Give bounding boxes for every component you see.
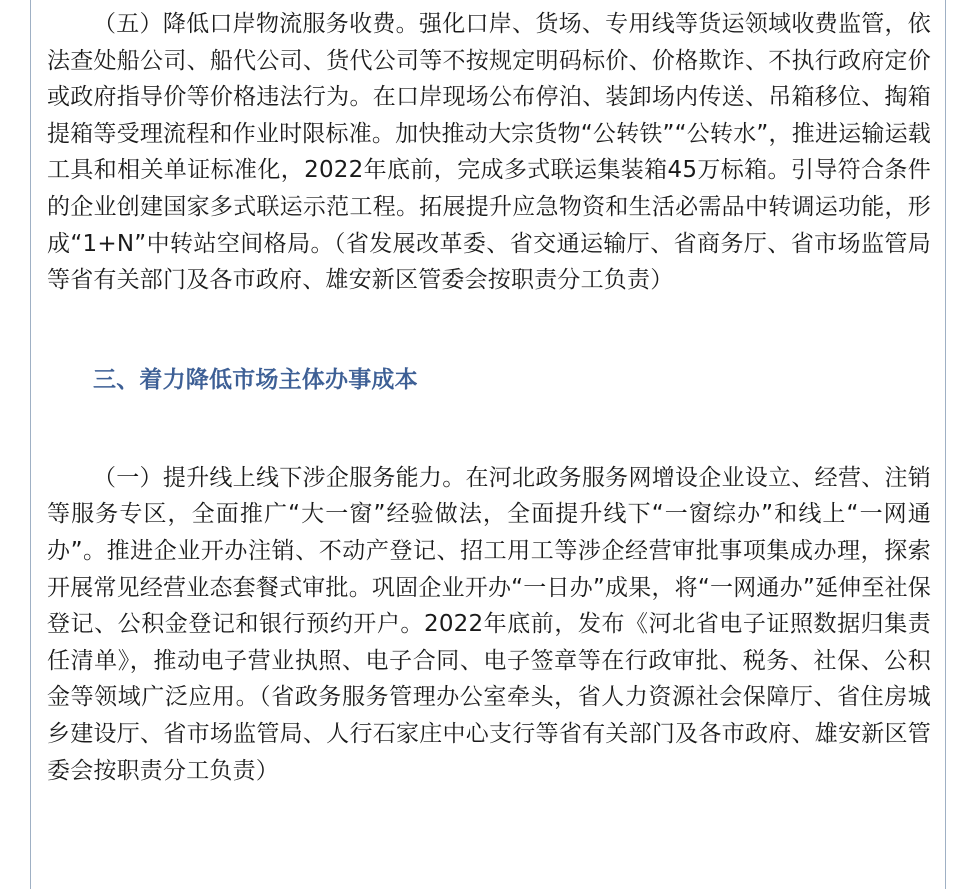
section-heading-three: 三、着力降低市场主体办事成本 — [93, 366, 418, 393]
document-content — [47, 6, 931, 789]
left-border-rule — [30, 0, 31, 889]
paragraph-section-one: （一）提升线上线下涉企服务能力。在河北政务服务网增设企业设立、经营、注销等服务专区，全面推广“大一窗”经验做法，全面提升线下“一窗综办”和线上“一网通办”。推进企业开办注销、不动产登记、招工用工等涉企经营审批事项集成办理，探索开展常见经营业态套餐式审批。巩固企业开办“一日办”成果，将“一网通办”延伸至社保登记、公积金登记和银行预约开户。2022年底前，发布《河北省电子证照数据归集责任清单》，推动电子营业执照、电子合同、电子签章等在行政审批、税务、社保、公积金等领域广泛应用。（省政务服务管理办公室牵头，省人力资源社会保障厅、省住房城乡建设厅、省市场监管局、人行石家庄中心支行等省有关部门及各市政府、雄安新区管委会按职责分工负责） — [47, 464, 931, 784]
paragraph-section-five: （五）降低口岸物流服务收费。强化口岸、货场、专用线等货运领域收费监管，依法查处船公司、船代公司、货代公司等不按规定明码标价、价格欺诈、不执行政府定价或政府指导价等价格违法行为。在口岸现场公布停泊、装卸场内传送、吊箱移位、掏箱提箱等受理流程和作业时限标准。加快推动大宗货物“公转铁”“公转水”，推进运输运载工具和相关单证标准化，2022年底前，完成多式联运集装箱45万标箱。引导符合条件的企业创建国家多式联运示范工程。拓展提升应急物资和生活必需品中转调运功能，形成“1+N”中转站空间格局。（省发展改革委、省交通运输厅、省商务厅、省市场监管局等省有关部门及各市政府、雄安新区管委会按职责分工负责） — [47, 11, 931, 294]
right-border-rule — [945, 0, 946, 889]
